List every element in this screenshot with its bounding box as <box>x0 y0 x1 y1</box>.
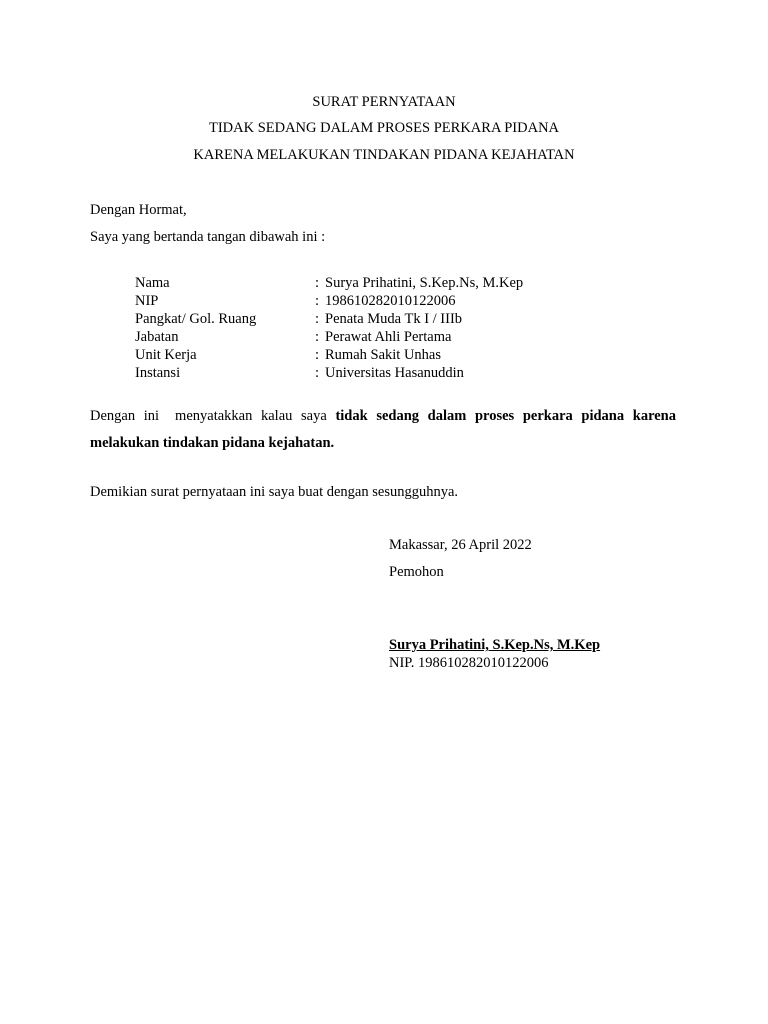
identity-value: Penata Muda Tk I / IIIb <box>325 311 463 327</box>
identity-value: Universitas Hasanuddin <box>325 365 464 381</box>
identity-label: Nama <box>135 275 170 291</box>
identity-colon: : <box>315 275 320 291</box>
document-title: SURAT PERNYATAAN <box>312 94 456 110</box>
identity-value: Rumah Sakit Unhas <box>325 347 441 363</box>
greeting-text: Dengan Hormat, <box>90 202 187 218</box>
statement-bold-text: tidak sedang dalam proses perkara pidana karena melakukan tindakan pidana kejahatan. <box>90 408 676 451</box>
identity-label: Jabatan <box>135 329 179 345</box>
identity-colon: : <box>315 329 320 345</box>
signer-role: Pemohon <box>389 564 444 580</box>
signer-nip: NIP. 198610282010122006 <box>389 655 549 671</box>
statement-lead: Dengan ini <box>90 408 160 424</box>
identity-label: Pangkat/ Gol. Ruang <box>135 311 257 327</box>
place-date: Makassar, 26 April 2022 <box>389 537 532 553</box>
statement-paragraph <box>90 403 676 457</box>
identity-colon: : <box>315 293 320 309</box>
identity-label: NIP <box>135 293 159 309</box>
statement-text: menyatakkan kalau saya <box>175 408 327 424</box>
document-subtitle-line-1: TIDAK SEDANG DALAM PROSES PERKARA PIDANA <box>208 120 560 136</box>
identity-colon: : <box>315 365 320 381</box>
closing-text: Demikian surat pernyataan ini saya buat dengan sesungguhnya. <box>90 484 459 500</box>
identity-value: Perawat Ahli Pertama <box>325 329 452 345</box>
intro-text: Saya yang bertanda tangan dibawah ini : <box>90 229 326 245</box>
identity-value: 198610282010122006 <box>325 293 456 309</box>
identity-label: Unit Kerja <box>135 347 197 363</box>
document-subtitle-line-2: KARENA MELAKUKAN TINDAKAN PIDANA KEJAHATAN <box>193 147 575 163</box>
identity-colon: : <box>315 311 320 327</box>
identity-value: Surya Prihatini, S.Kep.Ns, M.Kep <box>325 275 524 291</box>
identity-label: Instansi <box>135 365 181 381</box>
signer-name: Surya Prihatini, S.Kep.Ns, M.Kep <box>389 637 601 653</box>
identity-colon: : <box>315 347 320 363</box>
